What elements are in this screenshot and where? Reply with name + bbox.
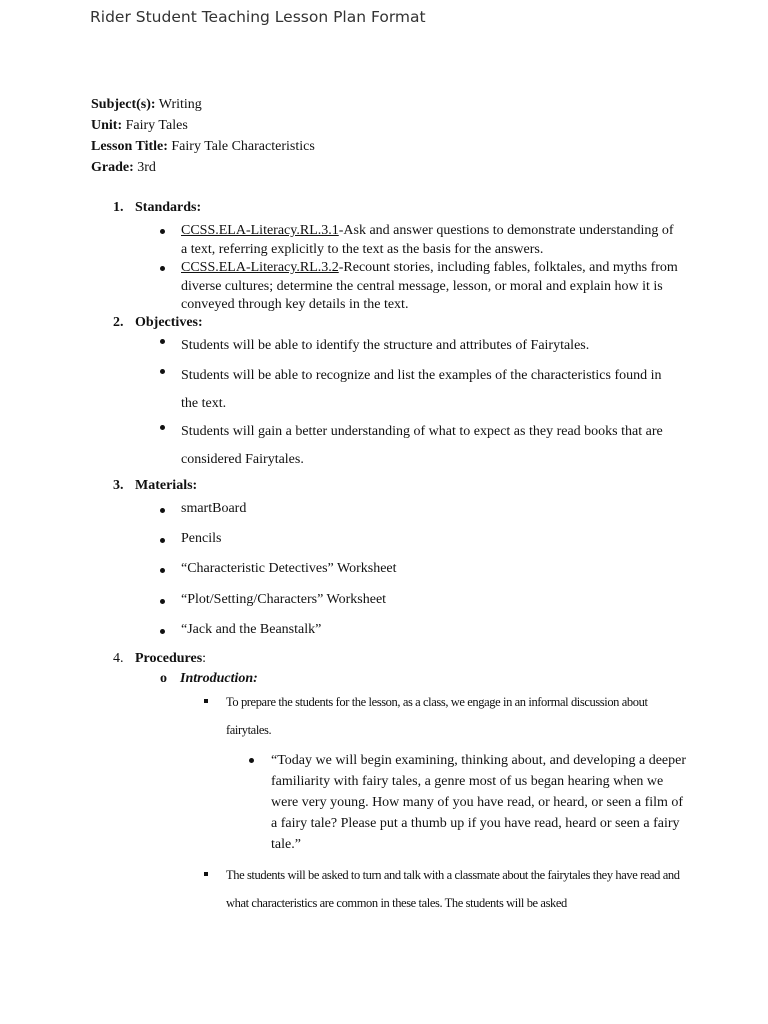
materials-heading [113,478,197,494]
procedures-colon: : [202,651,207,666]
objectives-title: Objectives: [135,315,203,330]
teacher-quote: “Today we will begin examining, thinking about, and developing a deeper familiarity with fairy tales, a genre most of us began hearing when we were very young. How many of you have read, or heard, or seen a film of a fairy tale? Please put a thumb up if you have read, heard or seen a fairy tale.” [271,750,691,855]
introduction-title: Introduction: [180,671,258,686]
unit-line [91,115,315,136]
material-item: “Plot/Setting/Characters” Worksheet [181,592,387,607]
objectives-heading [113,315,203,331]
standards-heading [113,200,201,216]
introduction-marker: o [160,671,167,686]
objective-item: Students will be able to recognize and list the examples of the characteristics found in the text. [181,362,681,418]
standard-text: -Recount stories, including fables, folktales, and myths from diverse cultures; determine the central message, lesson, or moral and explain how it is conveyed through key details in the text. [181,260,678,312]
objectives-number: 2. [113,315,124,330]
procedures-heading [113,651,206,667]
standard-text: -Ask and answer questions to demonstrate understanding of a text, referring explicitly to the text as the basis for the answers. [181,223,674,257]
lesson-title-label: Lesson Title: [91,139,168,154]
document-header: Rider Student Teaching Lesson Plan Format [90,8,426,26]
standard-link[interactable]: CCSS.ELA-Literacy.RL.3.1 [181,223,339,238]
lesson-title-value: Fairy Tale Characteristics [167,139,315,154]
material-item: “Jack and the Beanstalk” [181,622,322,637]
subject-label: Subject(s): [91,97,156,112]
unit-label: Unit: [91,118,123,133]
lesson-title-line [91,136,315,157]
standards-number: 1. [113,200,124,215]
procedures-title: Procedures [135,651,203,666]
grade-line [91,157,315,178]
subject-value: Writing [155,97,202,112]
materials-number: 3. [113,478,124,493]
standard-item [181,259,681,315]
objective-item: Students will be able to identify the structure and attributes of Fairytales. [181,332,681,360]
subject-line [91,94,315,115]
material-item: Pencils [181,531,222,546]
unit-value: Fairy Tales [122,118,188,133]
grade-label: Grade: [91,160,134,175]
material-item: “Characteristic Detectives” Worksheet [181,561,397,576]
objective-item: Students will gain a better understanding of what to expect as they read books that are considered Fairytales. [181,418,681,474]
introduction-heading [160,671,258,687]
procedures-number: 4. [113,651,124,666]
procedure-step: To prepare the students for the lesson, as a class, we engage in an informal discussion about fairytales. [226,688,686,744]
standard-link[interactable]: CCSS.ELA-Literacy.RL.3.2 [181,260,339,275]
materials-title: Materials: [135,478,198,493]
procedure-step: The students will be asked to turn and talk with a classmate about the fairytales they have read and what characteristics are common in these tales. The students will be asked [226,861,686,917]
material-item: smartBoard [181,501,247,516]
standard-item [181,222,681,259]
grade-value: 3rd [133,160,156,175]
standards-title: Standards: [135,200,202,215]
lesson-meta [91,94,315,178]
